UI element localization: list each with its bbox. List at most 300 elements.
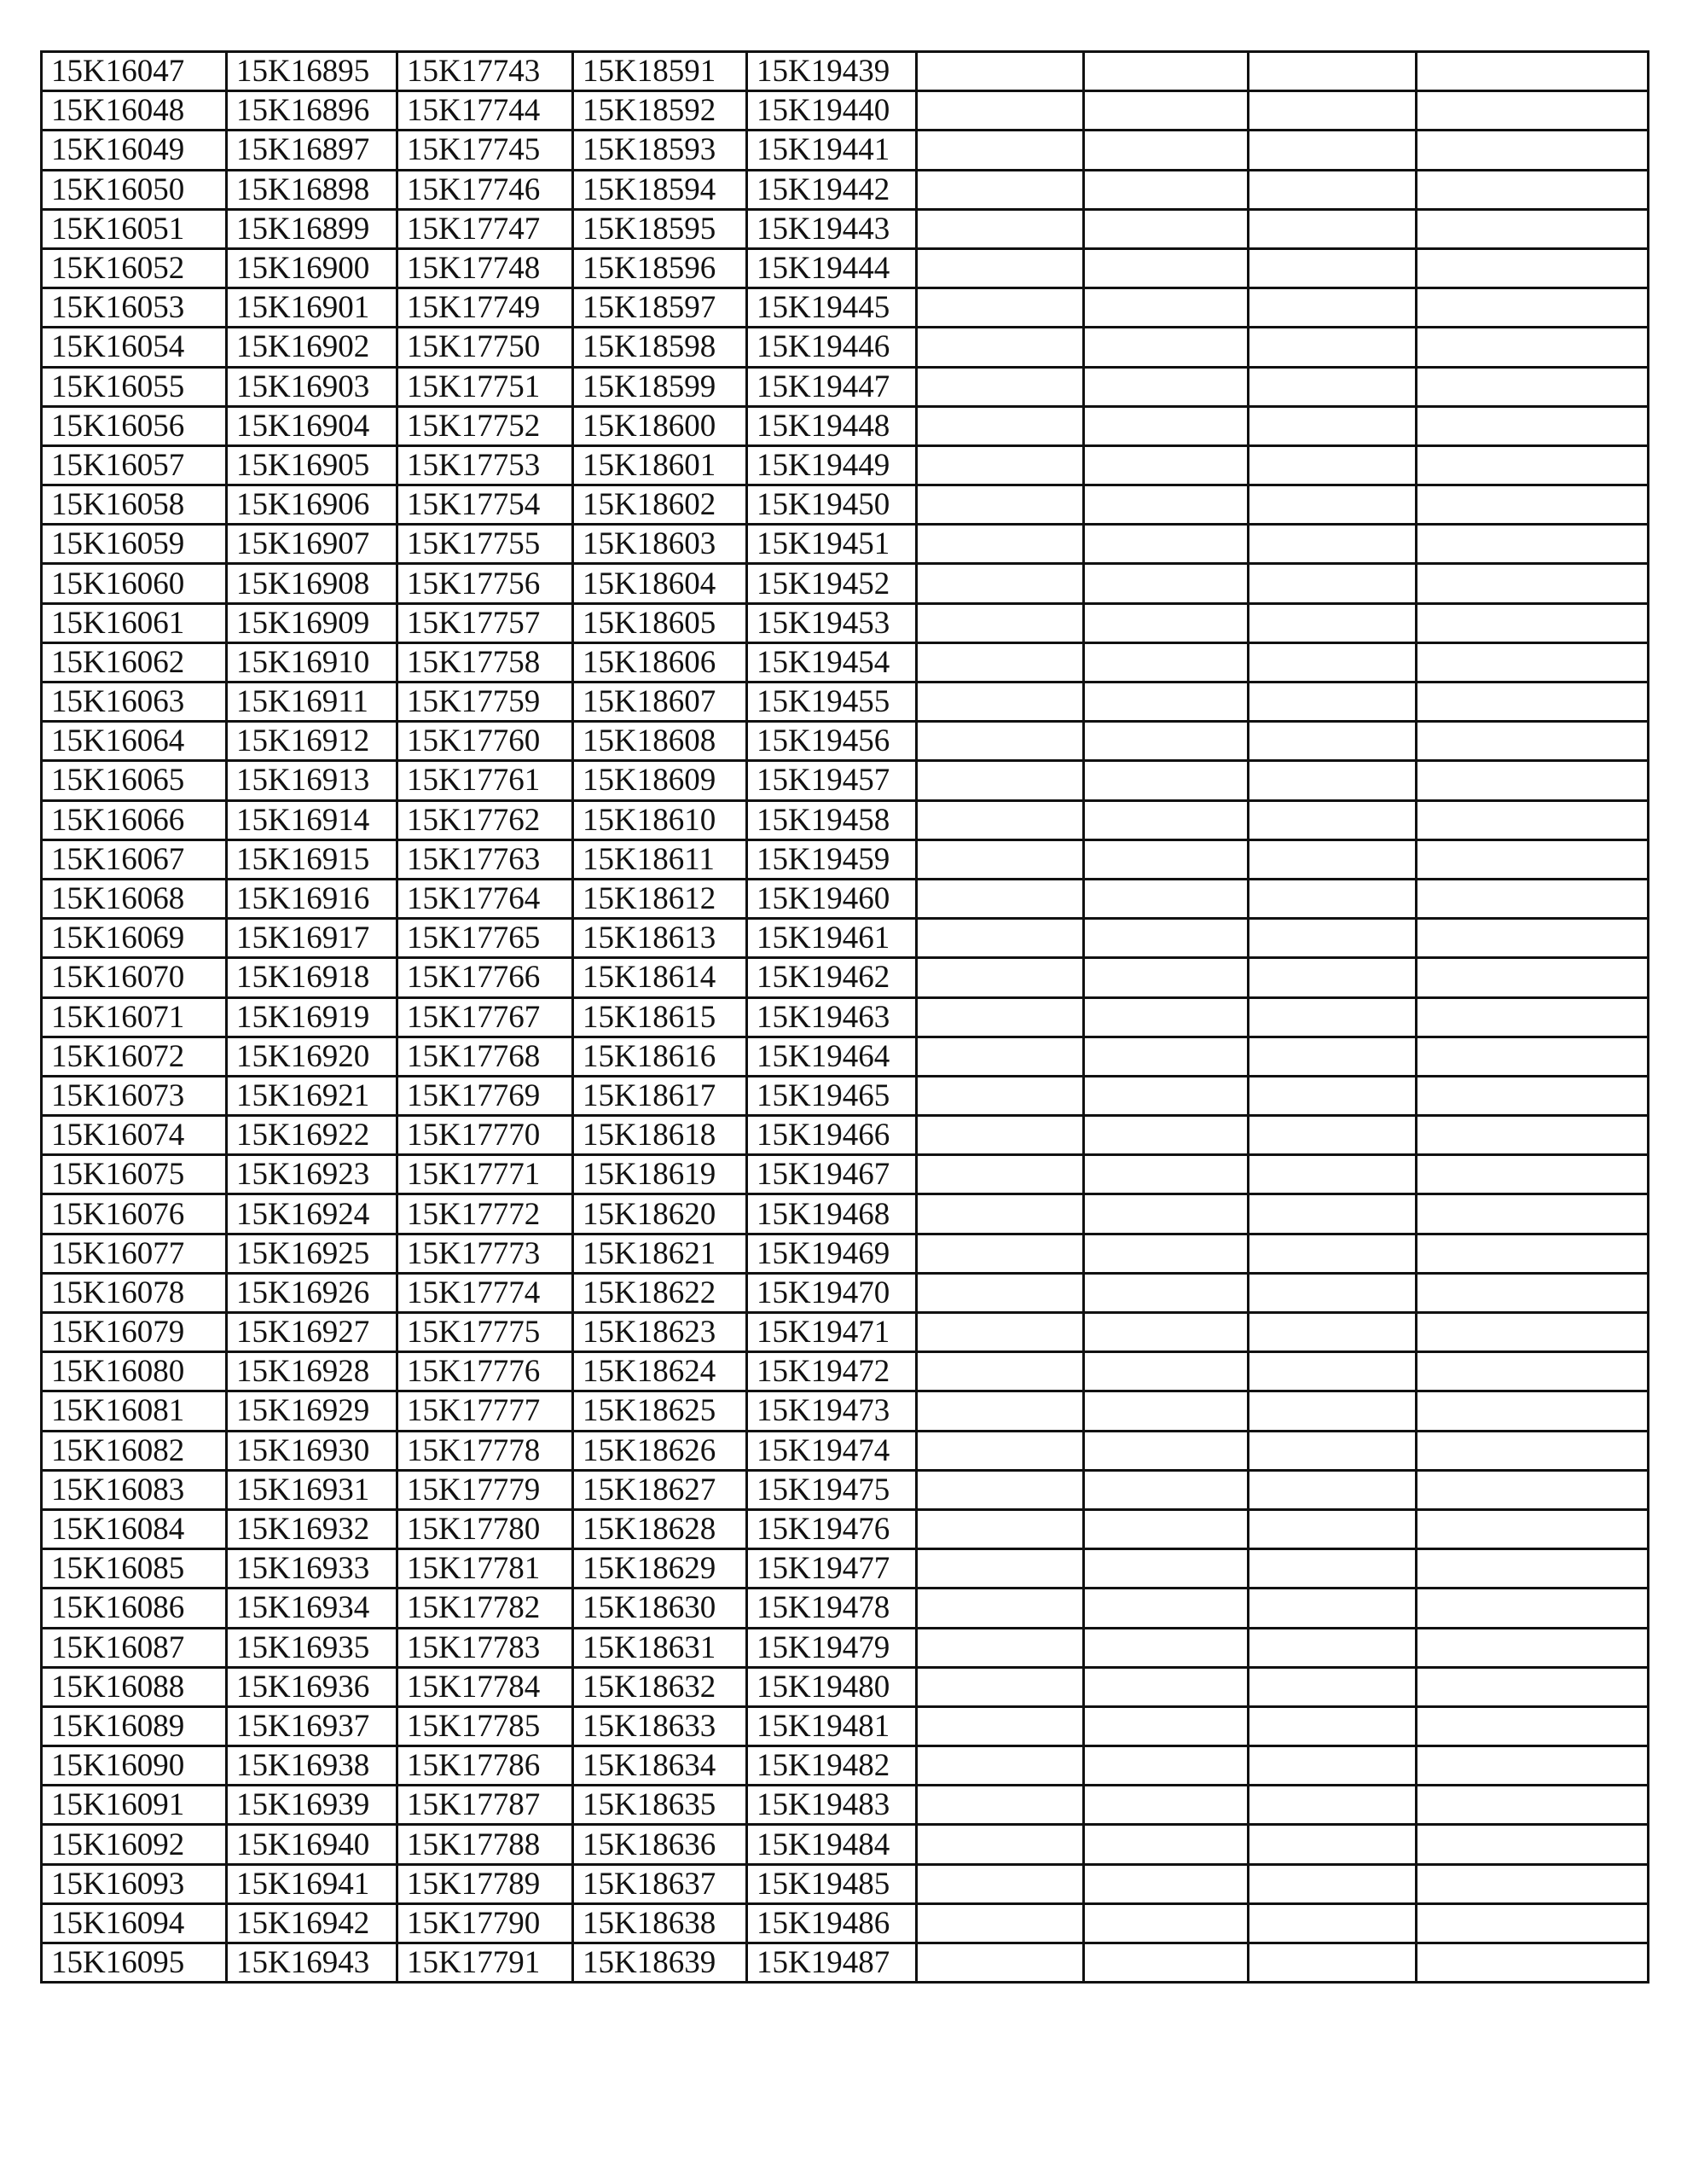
table-cell	[1084, 800, 1249, 839]
table-cell: 15K16083	[42, 1470, 227, 1509]
table-cell	[917, 1155, 1084, 1194]
table-cell	[917, 1549, 1084, 1589]
table-cell	[917, 52, 1084, 91]
table-cell	[1249, 1667, 1417, 1706]
table-row	[42, 445, 1649, 485]
table-cell	[1249, 603, 1417, 642]
table-cell	[1084, 288, 1249, 328]
table-cell: 15K17784	[397, 1667, 573, 1706]
table-cell	[917, 91, 1084, 131]
table-cell	[1249, 1194, 1417, 1234]
table-cell: 15K16898	[227, 170, 397, 209]
table-cell: 15K16916	[227, 879, 397, 918]
table-cell	[1417, 288, 1649, 328]
table-cell	[1417, 1825, 1649, 1864]
table-row	[42, 839, 1649, 879]
table-cell	[917, 1313, 1084, 1352]
table-cell	[1249, 682, 1417, 722]
table-cell	[1417, 525, 1649, 564]
table-cell: 15K18614	[573, 958, 747, 997]
table-cell: 15K17772	[397, 1194, 573, 1234]
table-cell	[917, 1943, 1084, 1983]
table-cell: 15K19487	[747, 1943, 917, 1983]
table-cell: 15K17755	[397, 525, 573, 564]
table-cell	[917, 131, 1084, 170]
table-cell: 15K16049	[42, 131, 227, 170]
table-cell	[917, 1903, 1084, 1943]
table-cell	[917, 1470, 1084, 1509]
table-cell	[917, 209, 1084, 248]
table-cell	[1084, 445, 1249, 485]
table-cell: 15K17744	[397, 91, 573, 131]
table-cell	[1084, 1470, 1249, 1509]
table-cell	[1084, 209, 1249, 248]
table-row	[42, 91, 1649, 131]
table-cell: 15K16058	[42, 485, 227, 525]
table-cell: 15K16927	[227, 1313, 397, 1352]
table-cell	[1417, 1706, 1649, 1745]
table-cell	[1249, 761, 1417, 800]
table-cell: 15K16063	[42, 682, 227, 722]
table-cell: 15K16910	[227, 642, 397, 682]
table-cell	[1417, 1746, 1649, 1786]
table-cell	[1084, 1076, 1249, 1115]
table-cell: 15K19467	[747, 1155, 917, 1194]
table-cell: 15K17763	[397, 839, 573, 879]
table-row	[42, 367, 1649, 406]
table-cell: 15K18594	[573, 170, 747, 209]
table-cell	[1084, 1589, 1249, 1628]
table-cell: 15K16055	[42, 367, 227, 406]
table-row	[42, 642, 1649, 682]
table-cell	[1417, 1549, 1649, 1589]
table-cell: 15K19440	[747, 91, 917, 131]
table-cell: 15K16941	[227, 1864, 397, 1903]
table-cell: 15K16075	[42, 1155, 227, 1194]
table-cell: 15K16069	[42, 919, 227, 958]
table-cell: 15K17777	[397, 1391, 573, 1431]
table-cell: 15K18617	[573, 1076, 747, 1115]
table-cell	[1249, 1903, 1417, 1943]
table-cell: 15K16926	[227, 1273, 397, 1312]
table-cell	[1084, 485, 1249, 525]
table-cell: 15K16072	[42, 1037, 227, 1076]
table-cell: 15K19486	[747, 1903, 917, 1943]
table-row	[42, 958, 1649, 997]
table-cell: 15K17752	[397, 406, 573, 445]
table-cell: 15K19471	[747, 1313, 917, 1352]
table-cell: 15K16896	[227, 91, 397, 131]
table-cell: 15K16929	[227, 1391, 397, 1431]
table-cell: 15K16067	[42, 839, 227, 879]
table-body	[42, 52, 1649, 1983]
table-cell	[1417, 1431, 1649, 1470]
table-row	[42, 603, 1649, 642]
table-row	[42, 1155, 1649, 1194]
table-cell	[917, 682, 1084, 722]
table-cell: 15K18597	[573, 288, 747, 328]
table-cell: 15K19464	[747, 1037, 917, 1076]
table-cell: 15K17780	[397, 1509, 573, 1548]
table-cell: 15K18612	[573, 879, 747, 918]
table-cell: 15K19448	[747, 406, 917, 445]
table-cell	[1084, 1313, 1249, 1352]
table-cell: 15K19452	[747, 564, 917, 603]
table-cell: 15K17757	[397, 603, 573, 642]
table-cell	[917, 367, 1084, 406]
table-cell: 15K16939	[227, 1786, 397, 1825]
table-cell: 15K17754	[397, 485, 573, 525]
table-cell: 15K17764	[397, 879, 573, 918]
table-cell	[1417, 1234, 1649, 1273]
table-cell: 15K17778	[397, 1431, 573, 1470]
table-cell: 15K16051	[42, 209, 227, 248]
table-cell: 15K18613	[573, 919, 747, 958]
table-cell: 15K16899	[227, 209, 397, 248]
table-cell: 15K16056	[42, 406, 227, 445]
table-cell	[1417, 170, 1649, 209]
table-cell	[1084, 1549, 1249, 1589]
table-cell	[1417, 1313, 1649, 1352]
table-cell: 15K16093	[42, 1864, 227, 1903]
table-cell: 15K17766	[397, 958, 573, 997]
table-cell: 15K17749	[397, 288, 573, 328]
table-cell	[1249, 1706, 1417, 1745]
table-cell: 15K16047	[42, 52, 227, 91]
table-cell: 15K17756	[397, 564, 573, 603]
table-row	[42, 1273, 1649, 1312]
table-cell	[1249, 1273, 1417, 1312]
table-cell	[917, 800, 1084, 839]
table-cell: 15K18610	[573, 800, 747, 839]
table-cell	[917, 406, 1084, 445]
table-cell	[1084, 52, 1249, 91]
table-cell: 15K16064	[42, 722, 227, 761]
table-cell: 15K18622	[573, 1273, 747, 1312]
table-cell	[917, 1786, 1084, 1825]
table-row	[42, 1431, 1649, 1470]
table-cell: 15K19444	[747, 248, 917, 288]
table-cell	[917, 1509, 1084, 1548]
table-cell: 15K18596	[573, 248, 747, 288]
table-cell	[1084, 958, 1249, 997]
table-cell: 15K17743	[397, 52, 573, 91]
table-cell: 15K18627	[573, 1470, 747, 1509]
table-cell	[1249, 1155, 1417, 1194]
table-cell	[1084, 131, 1249, 170]
table-cell	[917, 1391, 1084, 1431]
table-cell: 15K19470	[747, 1273, 917, 1312]
table-cell	[1249, 131, 1417, 170]
table-cell: 15K16084	[42, 1509, 227, 1548]
table-cell: 15K16924	[227, 1194, 397, 1234]
table-cell	[917, 1037, 1084, 1076]
table-cell	[1417, 1116, 1649, 1155]
table-cell: 15K19447	[747, 367, 917, 406]
table-cell: 15K18604	[573, 564, 747, 603]
table-cell: 15K19461	[747, 919, 917, 958]
table-cell	[1084, 406, 1249, 445]
table-cell	[1249, 642, 1417, 682]
table-cell	[1417, 879, 1649, 918]
table-cell: 15K18639	[573, 1943, 747, 1983]
table-cell	[1417, 1470, 1649, 1509]
table-cell: 15K17788	[397, 1825, 573, 1864]
table-cell: 15K16087	[42, 1628, 227, 1667]
table-cell: 15K18601	[573, 445, 747, 485]
table-cell: 15K16061	[42, 603, 227, 642]
table-cell	[1249, 1549, 1417, 1589]
table-cell	[1249, 1391, 1417, 1431]
table-cell: 15K18593	[573, 131, 747, 170]
table-row	[42, 1391, 1649, 1431]
table-cell: 15K16923	[227, 1155, 397, 1194]
table-cell: 15K18591	[573, 52, 747, 91]
table-cell: 15K16071	[42, 997, 227, 1037]
table-row	[42, 1864, 1649, 1903]
table-cell	[917, 445, 1084, 485]
table-cell: 15K16943	[227, 1943, 397, 1983]
table-cell	[1417, 131, 1649, 170]
table-cell: 15K16065	[42, 761, 227, 800]
table-cell	[1084, 367, 1249, 406]
table-cell	[1084, 248, 1249, 288]
table-cell	[917, 1628, 1084, 1667]
table-cell	[1249, 525, 1417, 564]
table-cell	[1417, 248, 1649, 288]
table-cell: 15K16940	[227, 1825, 397, 1864]
table-cell	[917, 1825, 1084, 1864]
table-cell	[1084, 91, 1249, 131]
table-cell: 15K19441	[747, 131, 917, 170]
table-cell: 15K16088	[42, 1667, 227, 1706]
table-cell: 15K18634	[573, 1746, 747, 1786]
table-cell: 15K16921	[227, 1076, 397, 1115]
table-cell: 15K16066	[42, 800, 227, 839]
table-row	[42, 1076, 1649, 1115]
table-cell: 15K16060	[42, 564, 227, 603]
table-cell: 15K19442	[747, 170, 917, 209]
table-cell	[1249, 722, 1417, 761]
table-cell	[1417, 800, 1649, 839]
table-cell: 15K19473	[747, 1391, 917, 1431]
table-cell	[1249, 367, 1417, 406]
table-cell	[917, 328, 1084, 367]
table-cell	[917, 170, 1084, 209]
table-row	[42, 1549, 1649, 1589]
table-row	[42, 1116, 1649, 1155]
table-cell: 15K18632	[573, 1667, 747, 1706]
table-cell	[1417, 603, 1649, 642]
table-cell: 15K16095	[42, 1943, 227, 1983]
table-cell	[1417, 328, 1649, 367]
table-row	[42, 1786, 1649, 1825]
table-cell: 15K18599	[573, 367, 747, 406]
table-cell: 15K19458	[747, 800, 917, 839]
table-cell: 15K16902	[227, 328, 397, 367]
table-cell: 15K19484	[747, 1825, 917, 1864]
table-row	[42, 997, 1649, 1037]
table-cell: 15K18615	[573, 997, 747, 1037]
table-cell: 15K16913	[227, 761, 397, 800]
table-cell: 15K16914	[227, 800, 397, 839]
table-cell: 15K16094	[42, 1903, 227, 1943]
table-cell	[1084, 1155, 1249, 1194]
table-cell	[1084, 1391, 1249, 1431]
table-cell	[1417, 1273, 1649, 1312]
table-cell: 15K19480	[747, 1667, 917, 1706]
table-cell: 15K17774	[397, 1273, 573, 1312]
table-cell: 15K16915	[227, 839, 397, 879]
table-cell: 15K16089	[42, 1706, 227, 1745]
table-row	[42, 1194, 1649, 1234]
table-cell: 15K16086	[42, 1589, 227, 1628]
table-cell	[1249, 445, 1417, 485]
table-cell: 15K16922	[227, 1116, 397, 1155]
table-cell	[917, 564, 1084, 603]
table-cell: 15K19474	[747, 1431, 917, 1470]
table-cell	[1417, 564, 1649, 603]
table-cell: 15K16909	[227, 603, 397, 642]
table-cell	[1084, 682, 1249, 722]
table-cell: 15K16931	[227, 1470, 397, 1509]
table-row	[42, 919, 1649, 958]
table-cell: 15K17791	[397, 1943, 573, 1983]
table-cell: 15K18609	[573, 761, 747, 800]
table-cell	[917, 1746, 1084, 1786]
table-cell: 15K17768	[397, 1037, 573, 1076]
table-row	[42, 248, 1649, 288]
table-cell: 15K16070	[42, 958, 227, 997]
table-cell	[917, 1116, 1084, 1155]
table-cell	[917, 288, 1084, 328]
table-cell: 15K17783	[397, 1628, 573, 1667]
table-cell	[1249, 485, 1417, 525]
table-cell	[1417, 919, 1649, 958]
table-cell: 15K16048	[42, 91, 227, 131]
table-cell: 15K17789	[397, 1864, 573, 1903]
table-cell	[917, 1589, 1084, 1628]
table-cell: 15K18638	[573, 1903, 747, 1943]
table-row	[42, 209, 1649, 248]
table-cell	[1417, 958, 1649, 997]
table-cell	[917, 1194, 1084, 1234]
table-cell	[1249, 879, 1417, 918]
table-cell	[1249, 997, 1417, 1037]
table-cell	[1084, 328, 1249, 367]
table-cell: 15K16903	[227, 367, 397, 406]
table-cell	[917, 1352, 1084, 1391]
table-row	[42, 170, 1649, 209]
table-cell	[1417, 1391, 1649, 1431]
table-cell	[1417, 367, 1649, 406]
table-cell	[1084, 722, 1249, 761]
table-cell: 15K19469	[747, 1234, 917, 1273]
table-cell	[1084, 564, 1249, 603]
table-cell	[1417, 997, 1649, 1037]
table-cell: 15K16052	[42, 248, 227, 288]
table-cell	[1084, 879, 1249, 918]
table-cell: 15K16937	[227, 1706, 397, 1745]
table-cell: 15K18633	[573, 1706, 747, 1745]
table-cell	[917, 248, 1084, 288]
table-cell: 15K18619	[573, 1155, 747, 1194]
table-row	[42, 288, 1649, 328]
table-cell: 15K18620	[573, 1194, 747, 1234]
table-cell: 15K19468	[747, 1194, 917, 1234]
table-cell: 15K18629	[573, 1549, 747, 1589]
table-cell: 15K19454	[747, 642, 917, 682]
table-cell: 15K16076	[42, 1194, 227, 1234]
table-cell	[917, 839, 1084, 879]
table-cell: 15K17785	[397, 1706, 573, 1745]
table-row	[42, 1903, 1649, 1943]
table-cell: 15K18616	[573, 1037, 747, 1076]
table-row	[42, 1628, 1649, 1667]
table-cell	[1249, 288, 1417, 328]
table-cell: 15K16933	[227, 1549, 397, 1589]
table-row	[42, 879, 1649, 918]
table-cell	[1249, 406, 1417, 445]
table-cell: 15K18637	[573, 1864, 747, 1903]
table-cell: 15K19457	[747, 761, 917, 800]
table-cell: 15K17753	[397, 445, 573, 485]
table-cell	[1417, 1352, 1649, 1391]
table-cell	[1249, 1746, 1417, 1786]
table-row	[42, 328, 1649, 367]
table-row	[42, 1509, 1649, 1548]
table-cell: 15K16080	[42, 1352, 227, 1391]
table-cell: 15K16091	[42, 1786, 227, 1825]
table-cell: 15K16900	[227, 248, 397, 288]
table-cell	[1417, 682, 1649, 722]
table-cell	[917, 722, 1084, 761]
table-cell: 15K16905	[227, 445, 397, 485]
table-cell	[1249, 170, 1417, 209]
table-cell	[1417, 1076, 1649, 1115]
table-cell	[1249, 1037, 1417, 1076]
table-cell	[1084, 642, 1249, 682]
table-cell	[1249, 91, 1417, 131]
table-cell: 15K19450	[747, 485, 917, 525]
table-cell	[1249, 1628, 1417, 1667]
table-row	[42, 564, 1649, 603]
table-cell	[1249, 1470, 1417, 1509]
table-cell: 15K19459	[747, 839, 917, 879]
table-cell	[1417, 406, 1649, 445]
table-cell	[1417, 761, 1649, 800]
table-row	[42, 722, 1649, 761]
table-row	[42, 1943, 1649, 1983]
table-cell: 15K18600	[573, 406, 747, 445]
table-cell: 15K18592	[573, 91, 747, 131]
table-cell: 15K19466	[747, 1116, 917, 1155]
table-cell	[917, 1864, 1084, 1903]
table-cell	[1084, 1667, 1249, 1706]
table-cell	[1417, 1628, 1649, 1667]
table-cell: 15K19481	[747, 1706, 917, 1745]
table-cell	[1417, 209, 1649, 248]
table-cell	[1249, 248, 1417, 288]
table-cell	[1084, 1628, 1249, 1667]
table-cell	[1084, 1746, 1249, 1786]
table-row	[42, 406, 1649, 445]
table-cell: 15K18606	[573, 642, 747, 682]
table-cell	[1084, 1431, 1249, 1470]
table-cell	[1084, 603, 1249, 642]
table-cell: 15K19453	[747, 603, 917, 642]
table-cell: 15K19463	[747, 997, 917, 1037]
